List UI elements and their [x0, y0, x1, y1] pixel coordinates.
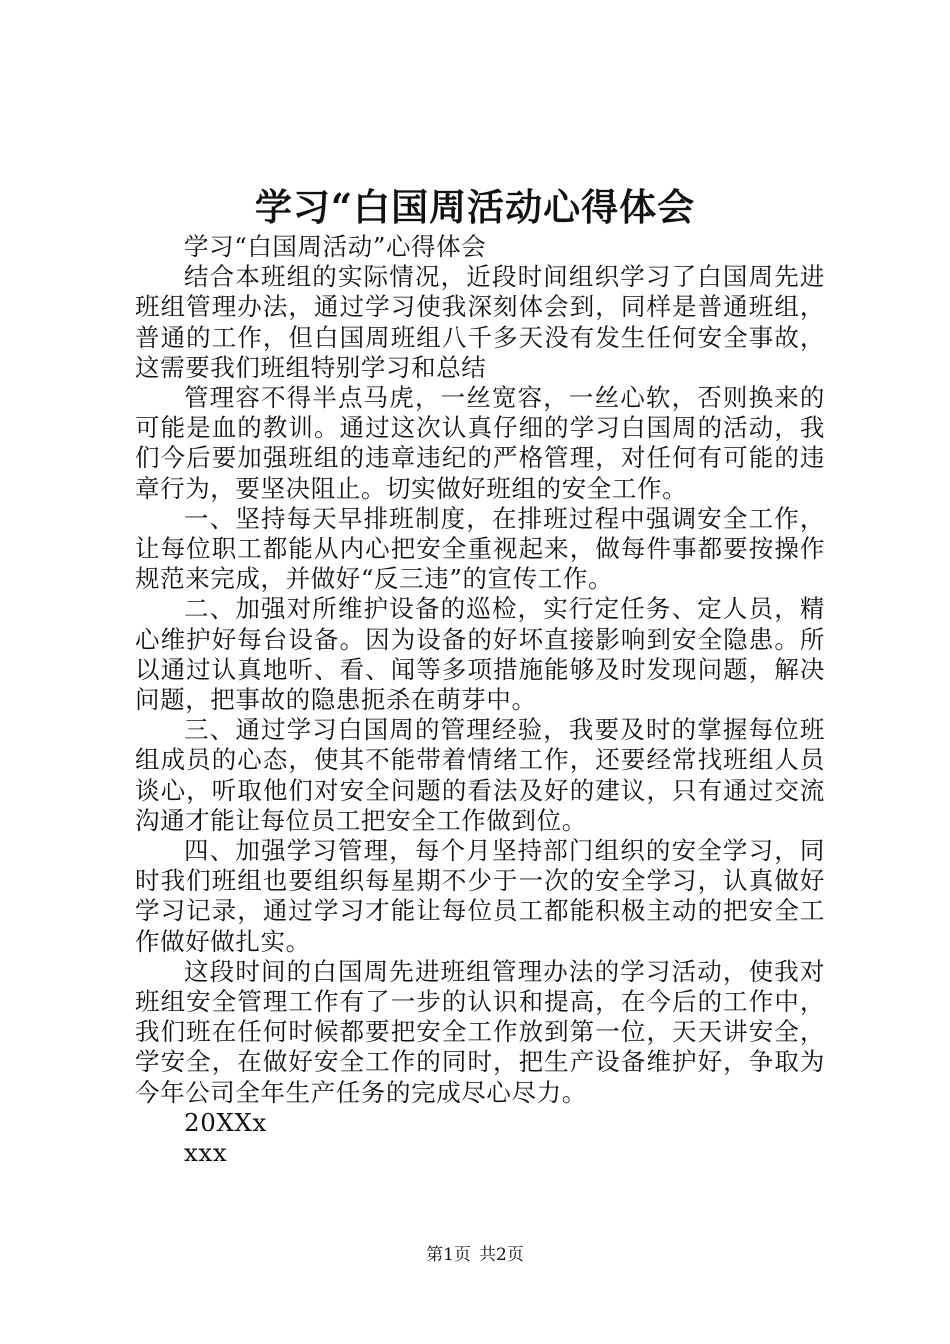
body-paragraph: 管理容不得半点马虎，一丝宽容，一丝心软，否则换来的可能是血的教训。通过这次认真仔细的学习白国周的活动，我们今后要加强班组的违章违纪的严格管理，对任何有可能的违章行为，要坚决阻止。切实做好班组的安全工作。 — [135, 383, 825, 503]
body-paragraph: 这段时间的白国周先进班组管理办法的学习活动，使我对班组安全管理工作有了一步的认识和提高，在今后的工作中，我们班在任何时候都要把安全工作放到第一位，天天讲安全，学安全，在做好安全工作的同时，把生产设备维护好，争取为今年公司全年生产任务的完成尽心尽力。 — [135, 956, 825, 1107]
body-paragraph: 结合本班组的实际情况，近段时间组织学习了白国周先进班组管理办法，通过学习使我深刻体会到，同样是普通班组，普通的工作，但白国周班组八千多天没有发生任何安全事故，这需要我们班组特别学习和总结 — [135, 262, 825, 382]
body-paragraph: 一、坚持每天早排班制度，在排班过程中强调安全工作，让每位职工都能从内心把安全重视起来，做每件事都要按操作规范来完成，并做好“反三违”的宣传工作。 — [135, 503, 825, 594]
body-paragraph: 二、加强对所维护设备的巡检，实行定任务、定人员，精心维护好每台设备。因为设备的好坏直接影响到安全隐患。所以通过认真地听、看、闻等多项措施能够及时发现问题，解决问题，把事故的隐患扼杀在萌芽中。 — [135, 594, 825, 715]
page-total: 共2页 — [479, 1245, 524, 1265]
page-number: 第1页 — [426, 1245, 471, 1265]
document-title: 学习“白国周活动心得体会 — [254, 185, 696, 229]
body-paragraph: 四、加强学习管理，每个月坚持部门组织的安全学习，同时我们班组也要组织每星期不少于一次的安全学习，认真做好学习记录，通过学习才能让每位员工都能积极主动的把安全工作做好做扎实。 — [135, 836, 825, 956]
date-line: 20XXx — [184, 1107, 267, 1137]
author-line: xxx — [184, 1138, 228, 1168]
page-footer — [0, 1244, 950, 1266]
subtitle-paragraph: 学习“白国周活动”心得体会 — [184, 232, 487, 261]
document-body — [135, 232, 825, 1168]
body-paragraph: 三、通过学习白国周的管理经验，我要及时的掌握每位班组成员的心态，使其不能带着情绪工作，还要经常找班组人员谈心，听取他们对安全问题的看法及好的建议，只有通过交流沟通才能让每位员工把安全工作做到位。 — [135, 715, 825, 835]
